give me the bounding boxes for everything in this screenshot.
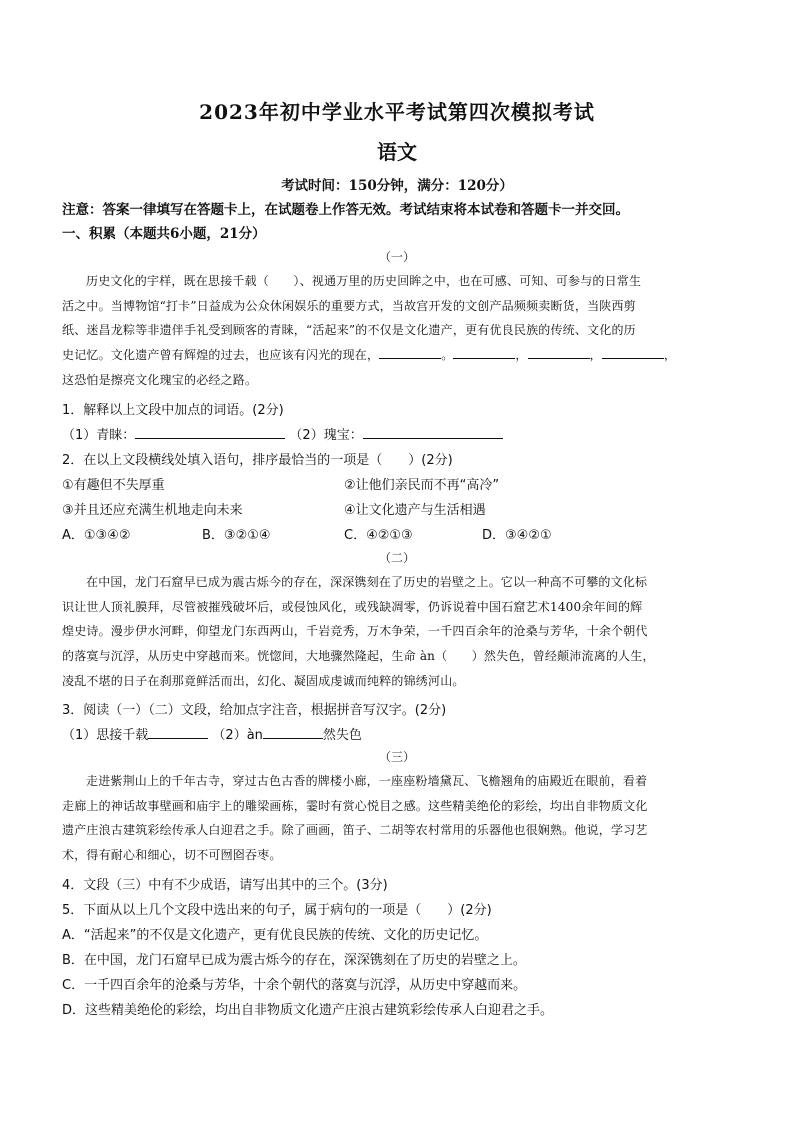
passage-three [62, 769, 738, 868]
passage-line-with-blanks [62, 343, 738, 368]
passage-line: 识让世人顶礼膜拜，尽管被摧残破坏后，或侵蚀风化，或残缺凋零，仍诉说着中国石窟艺术1400余年间的辉 [62, 599, 643, 614]
q5-option-a[interactable]: A．“活起来”的不仅是文化遗产，更有优良民族的传统、文化的历史记忆。 [62, 928, 488, 943]
q2-choice-a[interactable]: A．①③④② [62, 528, 131, 543]
punct: ， [589, 348, 602, 363]
question-3-answers [62, 724, 762, 743]
q1-label-b: （2）瑰宝： [289, 428, 363, 443]
exam-time-info: 考试时间：150分钟，满分：120分） [281, 178, 513, 194]
q3-answer-blank-a[interactable] [148, 725, 208, 739]
q3-label-a: （1）思接千载 [62, 728, 149, 743]
passage-one-marker: （一） [378, 250, 415, 264]
q2-option-2: ②让他们亲民而不再“高冷” [344, 478, 500, 493]
passage-line: 煌史诗。漫步伊水河畔，仰望龙门东西两山，千岩竞秀，万木争荣，一千四百余年的沧桑与芳华，十余个朝代 [62, 624, 648, 639]
q5-option-c[interactable]: C．一千四百余年的沧桑与芳华，十余个朝代的落寞与沉浮，从历史中穿越而来。 [62, 978, 527, 993]
question-3-stem: 3．阅读（一）（二）文段，给加点字注音，根据拼音写汉字。(2分) [62, 703, 447, 718]
passage-line: 凌乱不堪的日子在刹那竟鲜活而出，幻化、凝固成虔诚而纯粹的锦绣河山。 [62, 673, 465, 688]
passage-line: 走廊上的神话故事壁画和庙宇上的雕梁画栋，霎时有赏心悦目之感。这些精美绝伦的彩绘，均出自非物质文化 [62, 798, 648, 813]
q3-label-b: （2）àn [212, 728, 263, 743]
passage-three-marker: （三） [378, 750, 415, 764]
passage-two-marker: （二） [378, 551, 415, 565]
subject-title: 语文 [377, 140, 417, 164]
passage-line: 历史文化的宇样，既在思接千载（ ）、视通万里的历史回眸之中，也在可感、可知、可参与的日常生 [86, 274, 642, 288]
passage-line: 的落寞与沉浮，从历史中穿越而来。恍惚间，大地骤然隆起，生命 àn（ ）然失色，曾经颠沛流离的人生， [62, 649, 655, 664]
q2-choice-c[interactable]: C．④②①③ [344, 528, 413, 543]
q5-option-d[interactable]: D．这些精美绝伦的彩绘，均出自非物质文化遗产庄浪古建筑彩绘传承人白迎君之手。 [62, 1003, 554, 1018]
passage-line: 术，得有耐心和细心，切不可囫囵吞枣。 [62, 848, 282, 863]
exam-title: 2023年初中学业水平考试第四次模拟考试 [199, 100, 595, 124]
passage-line: 走进紫荆山上的千年古寺，穿过古色古香的牌楼小廊，一座座粉墙黛瓦、飞檐翘角的庙殿近在眼前，看着 [86, 774, 648, 788]
passage-one [62, 269, 738, 393]
q2-choice-b[interactable]: B．③②①④ [202, 528, 271, 543]
question-1-answers [62, 424, 762, 443]
q5-option-b[interactable]: B．在中国，龙门石窟早已成为震古烁今的存在，深深镌刻在了历史的岩壁之上。 [62, 953, 526, 968]
q1-answer-blank-a[interactable] [135, 425, 285, 439]
fill-blank[interactable] [528, 346, 590, 359]
question-5-stem: 5．下面从以上几个文段中选出来的句子，属于病句的一项是（ ）(2分) [62, 903, 492, 918]
passage-line: 在中国，龙门石窟早已成为震古烁今的存在，深深镌刻在了历史的岩壁之上。它以一种高不可攀的文化标 [86, 575, 648, 589]
passage-two [62, 570, 738, 694]
section-one-heading: 一、积累（本题共6小题，21分） [62, 226, 266, 242]
q2-choice-d[interactable]: D．③④②① [482, 528, 552, 543]
q2-option-1: ①有趣但不失厚重 [62, 478, 165, 493]
punct: ， [515, 348, 528, 363]
question-4-stem: 4．文段（三）中有不少成语，请写出其中的三个。(3分) [62, 878, 388, 893]
passage-line: 活之中。当博物馆“打卡”日益成为公众休闲娱乐的重要方式，当故宫开发的文创产品频频卖断货，当陕西剪 [62, 298, 636, 313]
passage-line: 遗产庄浪古建筑彩绘传承人白迎君之手。除了画画，笛子、二胡等农村常用的乐器他也很娴熟。他说，学习艺 [62, 823, 648, 838]
punct: ， [663, 348, 677, 363]
passage-line: 这恐怕是擦亮文化瑰宝的必经之路。 [62, 372, 258, 387]
fill-blank[interactable] [602, 346, 664, 359]
q1-label-a: （1）青睐： [62, 428, 136, 443]
passage-line: 纸、迷昌龙粽等非遗伴手礼受到顾客的青睐，“活起来”的不仅是文化遗产，更有优良民族的传统、文化的历 [62, 323, 636, 338]
q3-answer-blank-b[interactable] [263, 725, 323, 739]
fill-blank[interactable] [453, 346, 515, 359]
question-2-stem: 2．在以上文段横线处填入语句，排序最恰当的一项是（ ）(2分) [62, 453, 453, 468]
q3-tail: 然失色 [322, 728, 362, 743]
q2-option-4: ④让文化遗产与生活相遇 [344, 503, 486, 518]
q1-answer-blank-b[interactable] [363, 425, 503, 439]
question-1-stem: 1．解释以上文段中加点的词语。(2分) [62, 403, 284, 418]
exam-notice: 注意：答案一律填写在答题卡上，在试题卷上作答无效。考试结束将本试卷和答题卡一并交回。 [62, 202, 629, 218]
q2-option-3: ③并且还应充满生机地走向未来 [62, 503, 243, 518]
passage-line-text: 史记忆。文化遗产曾有辉煌的过去，也应该有闪光的现在， [62, 348, 380, 363]
punct: 。 [441, 348, 454, 363]
fill-blank[interactable] [379, 346, 441, 359]
